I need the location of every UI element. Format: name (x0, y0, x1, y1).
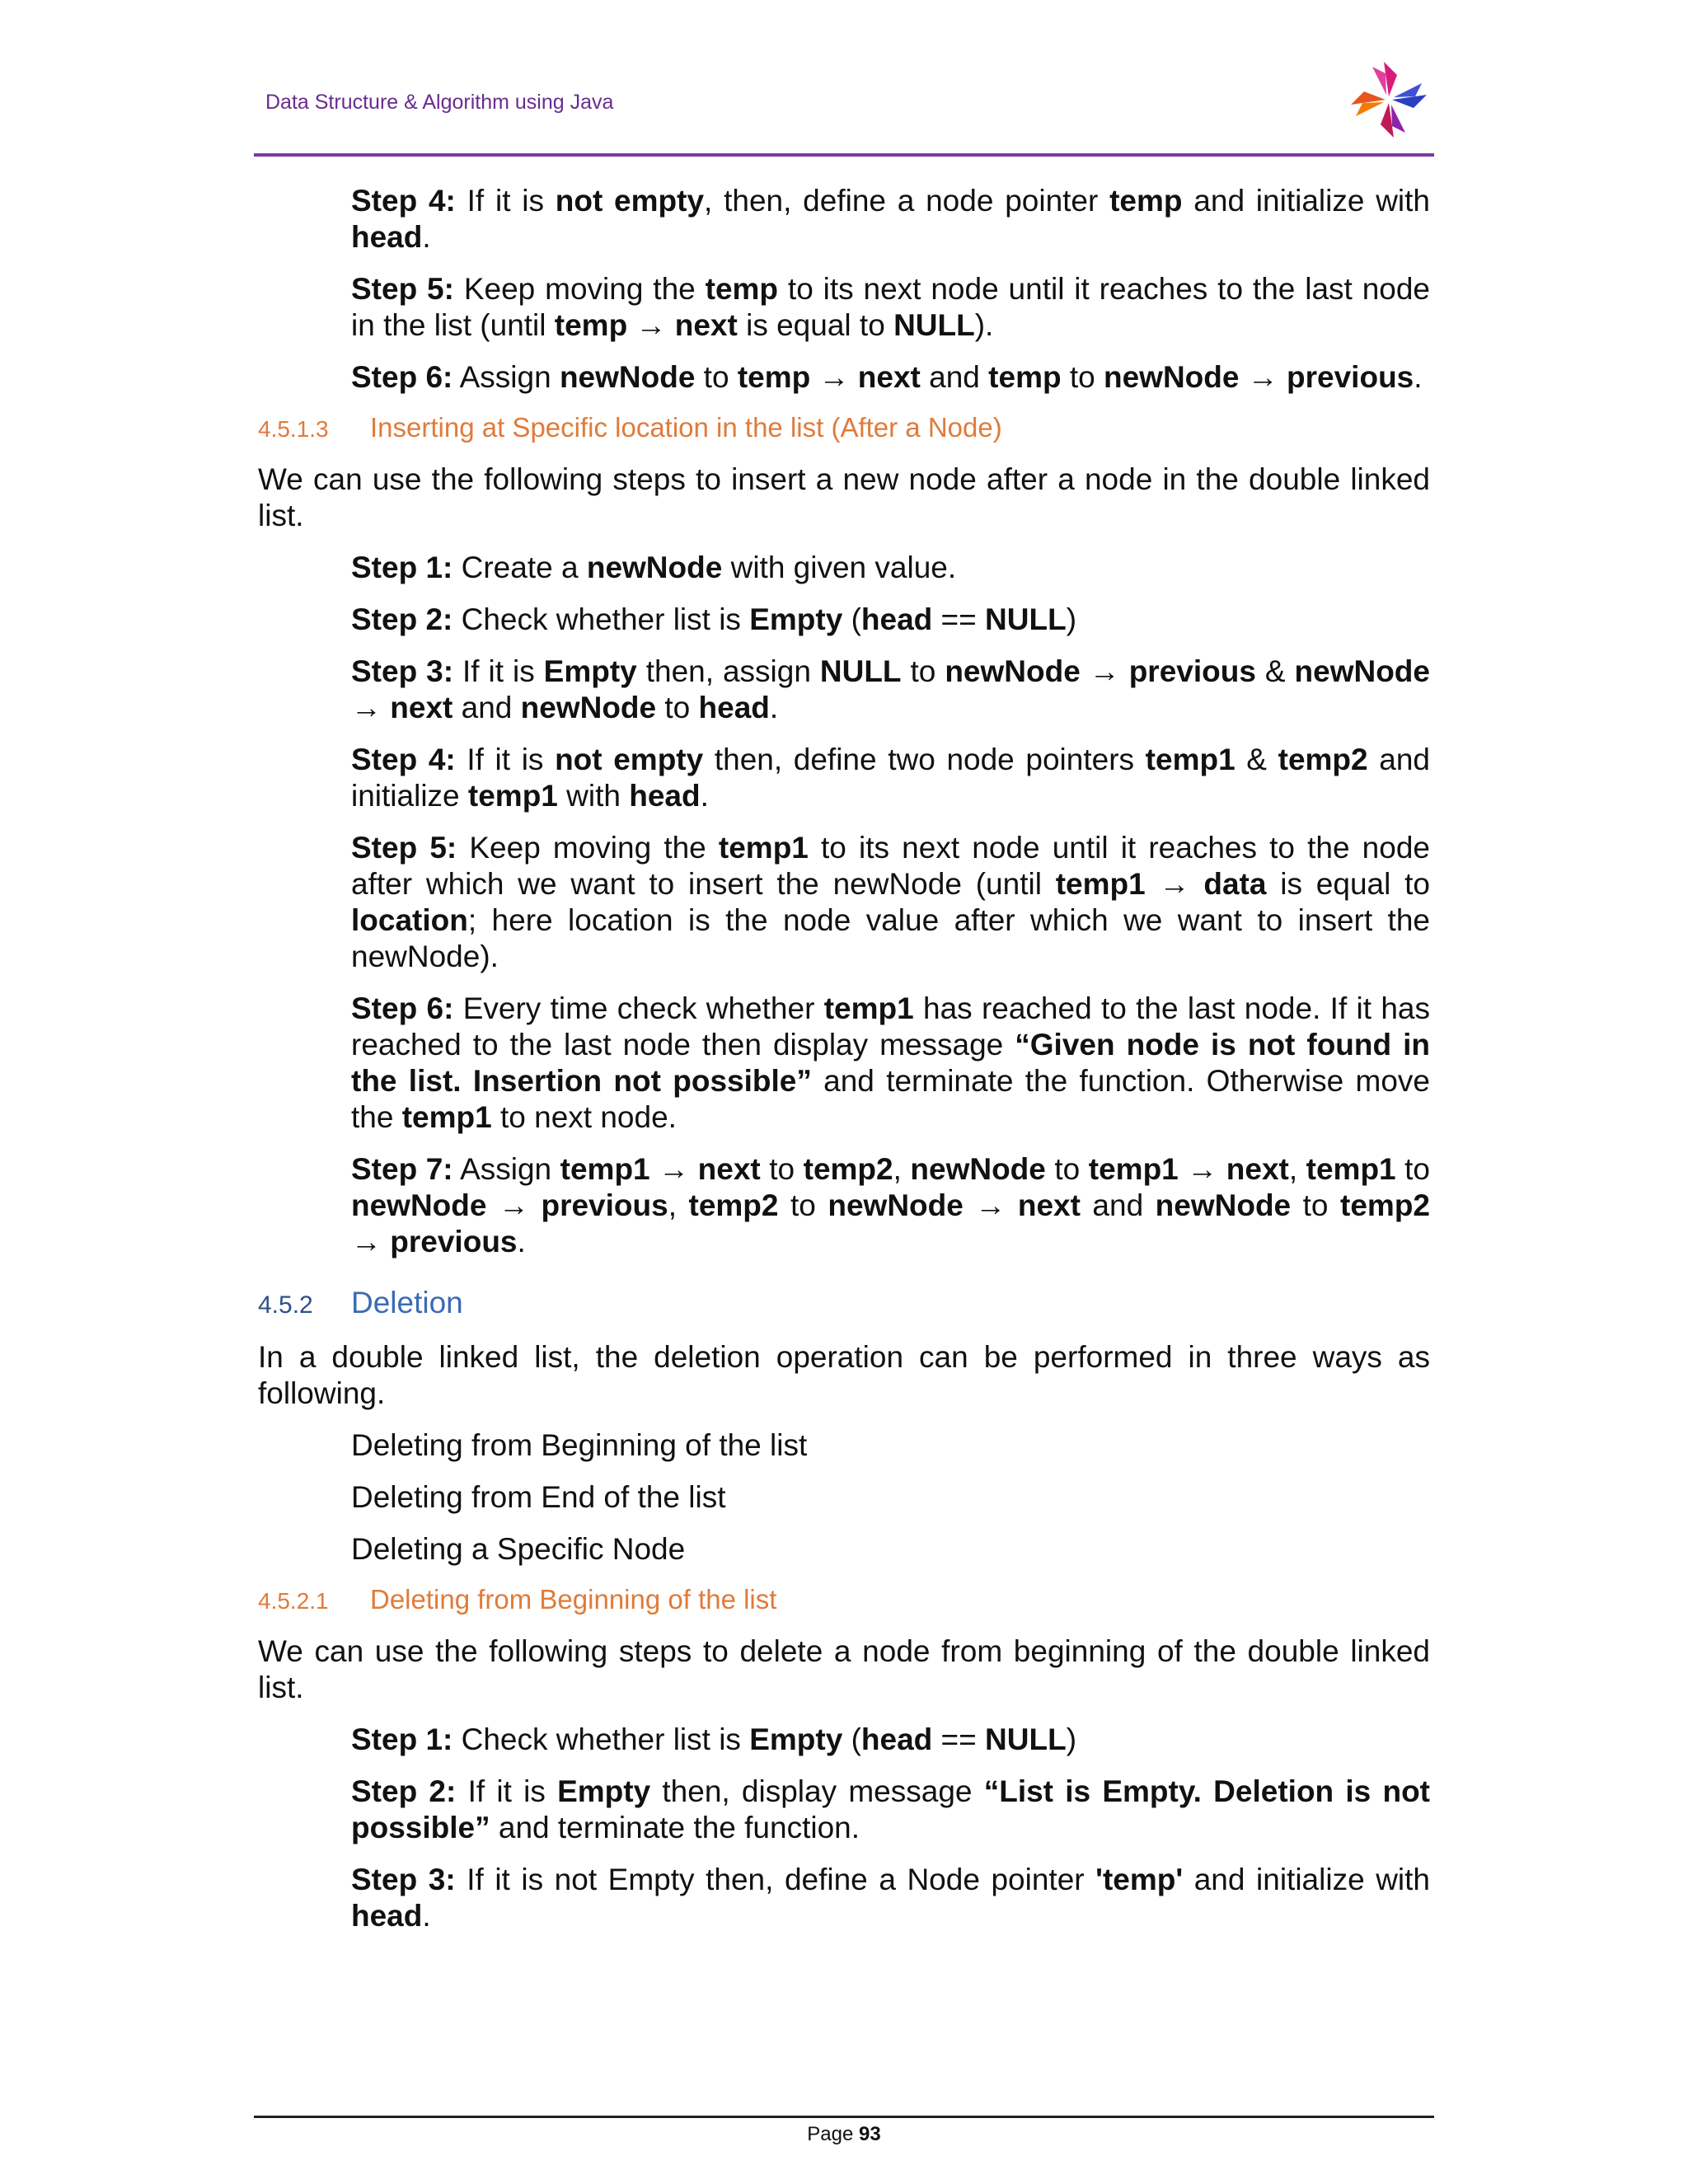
step-label: Step 2: (351, 602, 453, 636)
bold-term: temp2 (1278, 743, 1368, 776)
subsection-heading-4513 (258, 411, 1430, 446)
subsection-title: Deleting from Beginning of the list (370, 1584, 777, 1615)
bold-term: Empty (557, 1774, 651, 1808)
bold-term: temp1 (401, 1100, 492, 1134)
pinwheel-logo-icon (1343, 54, 1434, 145)
bold-term: temp (554, 308, 628, 342)
section-intro: We can use the following steps to delete a node from beginning of the double linked list. (258, 1634, 1430, 1704)
bold-term: Empty (749, 602, 843, 636)
bold-term: head (351, 220, 423, 254)
bold-term: temp2 (1340, 1188, 1430, 1222)
bold-term: next (697, 1152, 761, 1186)
page-label: Page (807, 2123, 854, 2145)
page-content (258, 183, 1430, 1950)
bold-term: head (629, 779, 701, 813)
bold-term: newNode (351, 1188, 487, 1222)
bold-term: 'temp' (1095, 1863, 1184, 1896)
step-paragraph: Step 7: Assign temp1 → next to temp2, newNode to temp1 → next, temp1 to newNode → previous, temp2 to newNode → next and newNode to temp2 → previous. (351, 1152, 1431, 1258)
step-label: Step 2: (351, 1774, 457, 1808)
bold-term: temp (1109, 184, 1183, 218)
bold-term: previous (1128, 654, 1256, 688)
bold-term: newNode (1104, 360, 1240, 394)
list-item: Deleting from End of the list (351, 1480, 726, 1514)
step-label: Step 7: (351, 1152, 453, 1186)
section-heading-452 (258, 1285, 1430, 1324)
step-label: Step 6: (351, 360, 453, 394)
step-label: Step 1: (351, 551, 453, 584)
step-paragraph: Step 3: If it is not Empty then, define a Node pointer 'temp' and initialize with head. (351, 1863, 1431, 1933)
section-intro: In a double linked list, the deletion operation can be performed in three ways as following. (258, 1340, 1430, 1410)
bold-term: head (860, 602, 933, 636)
bold-term: temp1 (560, 1152, 650, 1186)
insertion-steps (258, 550, 1430, 1260)
bold-term: next (390, 691, 453, 724)
bold-term: data (1203, 867, 1267, 901)
bold-term: temp2 (803, 1152, 893, 1186)
bold-term: temp1 (823, 991, 914, 1025)
step-paragraph: Step 3: If it is Empty then, assign NULL to newNode → previous & newNode → next and newNode to head. (351, 654, 1430, 724)
bold-term: newNode (910, 1152, 1046, 1186)
bold-term: temp1 (1306, 1152, 1396, 1186)
bold-term: previous (541, 1188, 668, 1222)
bold-term: “Given node is not found in the list. Insertion not possible” (351, 1028, 1430, 1098)
bold-term: next (674, 308, 738, 342)
bold-term: head (860, 1722, 933, 1756)
bold-term: newNode (945, 654, 1081, 688)
step-label: Step 5: (351, 831, 457, 865)
bold-term: next (857, 360, 921, 394)
section-title: Deletion (351, 1286, 463, 1319)
bold-term: not empty (555, 743, 704, 776)
bold-term: temp1 (467, 779, 558, 813)
step-label: Step 4: (351, 184, 456, 218)
step-label: Step 3: (351, 1863, 456, 1896)
subsection-title: Inserting at Specific location in the list (After a Node) (370, 412, 1002, 443)
step-label: Step 1: (351, 1722, 453, 1756)
bold-term: newNode (1155, 1188, 1292, 1222)
bold-term: NULL (893, 308, 975, 342)
bold-term: temp1 (718, 831, 809, 865)
bold-term: newNode (1294, 654, 1430, 688)
step-paragraph: Step 1: Create a newNode with given value. (351, 551, 957, 584)
bold-term: not empty (555, 184, 705, 218)
bold-term: head (351, 1899, 423, 1933)
step-paragraph: Step 6: Every time check whether temp1 has reached to the last node. If it has reached to the last node then display message “Given node is not found in the list. Insertion not possible” and terminate the function. Otherwise move the temp1 to next node. (351, 991, 1431, 1134)
bold-term: NULL (985, 602, 1067, 636)
step-paragraph: Step 2: Check whether list is Empty (head == NULL) (351, 602, 1077, 636)
bold-term: newNode (828, 1188, 964, 1222)
subsection-number: 4.5.1.3 (258, 416, 329, 442)
page-number: 93 (859, 2123, 881, 2145)
bold-term: temp (705, 272, 779, 306)
bold-term: NULL (985, 1722, 1067, 1756)
subsection-heading-4521 (258, 1583, 1430, 1618)
page-header (254, 48, 1434, 155)
bold-term: temp1 (1145, 743, 1236, 776)
bold-term: temp1 (1055, 867, 1146, 901)
section-intro: We can use the following steps to insert a new node after a node in the double linked list. (258, 462, 1430, 532)
step-paragraph: Step 4: If it is not empty then, define two node pointers temp1 & temp2 and initialize temp1 with head. (351, 743, 1430, 813)
page-footer (0, 2123, 1688, 2146)
step-label: Step 6: (351, 991, 454, 1025)
step-paragraph: Step 5: Keep moving the temp to its next node until it reaches to the last node in the list (until temp → next is equal to NULL). (351, 272, 1431, 342)
bold-term: “List is Empty. Deletion is not possible” (351, 1774, 1431, 1844)
step-paragraph: Step 4: If it is not empty, then, define a node pointer temp and initialize with head. (351, 184, 1430, 254)
step-paragraph: Step 1: Check whether list is Empty (head == NULL) (351, 1722, 1077, 1756)
deletion-steps (258, 1722, 1430, 1934)
step-paragraph: Step 2: If it is Empty then, display message “List is Empty. Deletion is not possible” and terminate the function. (351, 1774, 1431, 1844)
bold-term: Empty (749, 1722, 843, 1756)
header-divider (254, 153, 1434, 157)
bold-term: NULL (819, 654, 902, 688)
step-paragraph: Step 6: Assign newNode to temp → next and temp to newNode → previous. (351, 360, 1423, 394)
bold-term: temp1 (1088, 1152, 1179, 1186)
list-item: Deleting from Beginning of the list (351, 1428, 808, 1462)
footer-divider (254, 2116, 1434, 2118)
bold-term: head (698, 691, 770, 724)
step-label: Step 5: (351, 272, 454, 306)
bold-term: temp2 (688, 1188, 779, 1222)
bold-term: next (1017, 1188, 1081, 1222)
step-label: Step 4: (351, 743, 456, 776)
list-item: Deleting a Specific Node (351, 1532, 686, 1566)
bold-term: newNode (559, 360, 696, 394)
step-label: Step 3: (351, 654, 454, 688)
bold-term: next (1226, 1152, 1289, 1186)
step-paragraph: Step 5: Keep moving the temp1 to its next node until it reaches to the node after which we want to insert the newNode (until temp1 → data is equal to location; here location is the node value after which we want to insert the newNode). (351, 831, 1430, 973)
subsection-number: 4.5.2.1 (258, 1588, 329, 1614)
intro-steps (258, 183, 1430, 396)
section-number: 4.5.2 (258, 1291, 313, 1319)
bold-term: Empty (543, 654, 637, 688)
bold-term: location (351, 903, 468, 937)
bold-term: temp (988, 360, 1062, 394)
bold-term: temp (737, 360, 811, 394)
bold-term: newNode (520, 691, 657, 724)
bold-term: newNode (586, 551, 723, 584)
bold-term: previous (1287, 360, 1414, 394)
bold-term: previous (390, 1225, 518, 1258)
header-title: Data Structure & Algorithm using Java (265, 91, 614, 114)
